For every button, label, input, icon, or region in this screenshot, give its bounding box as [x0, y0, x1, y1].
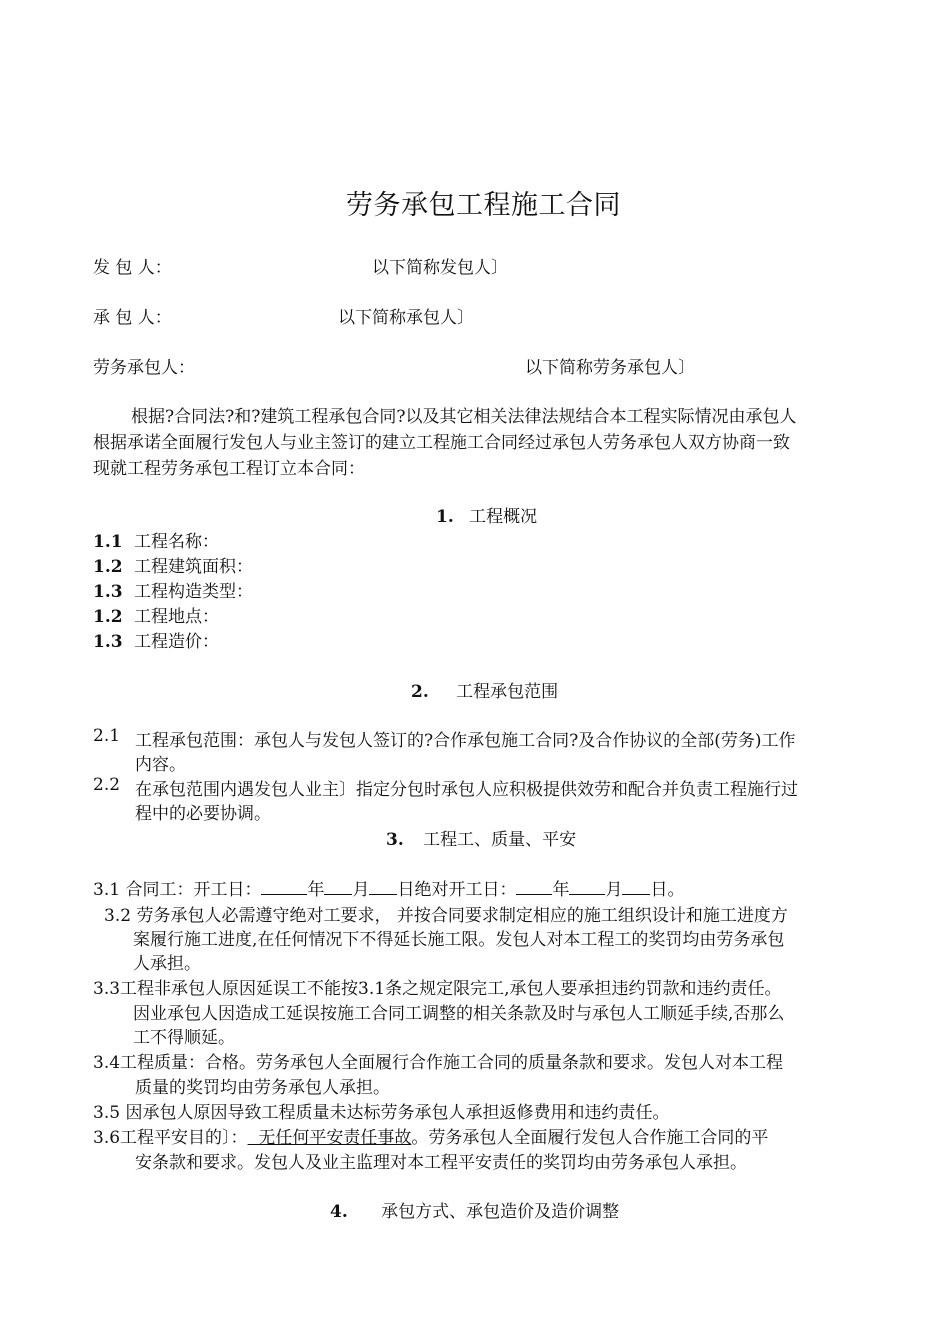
employer-label: 发 包 人：: [93, 258, 172, 278]
section-4-heading: [330, 1197, 619, 1222]
item-number: 1.3: [93, 632, 123, 652]
section-4-number: 4.: [330, 1202, 348, 1222]
section-1-title: 工程概况: [469, 507, 538, 527]
labor-contractor-note: 以下简称劳务承包人〕: [525, 358, 695, 378]
item-number: 1.3: [93, 582, 123, 602]
item-2-2-line-2: 程中的必要协调。: [135, 804, 271, 824]
end-year-blank[interactable]: [516, 878, 552, 895]
item-text: 工程名称：: [133, 532, 219, 552]
labor-contractor-label: 劳务承包人：: [93, 358, 195, 378]
section-1-item: [93, 577, 253, 602]
section-1-item: [93, 602, 219, 627]
item-3-3-line-2: 因业承包人因造成工延误按施工合同工调整的相关条款及时与承包人工顺延手续,否那么: [133, 1004, 785, 1024]
item-3-2-line-3: 人承担。: [133, 954, 201, 974]
year-label: 年: [307, 880, 325, 900]
item-3-5-line-1: 3.5 因承包人原因导致工程质量未达标劳务承包人承担返修费用和违约责任。: [93, 1103, 670, 1123]
employer-note: 以下简称发包人〕: [372, 258, 508, 278]
item-number: 1.2: [93, 557, 123, 577]
item-2-2-number: 2.2: [93, 775, 121, 795]
item-2-2-line-1: 在承包范围内遇发包人业主〕指定分包时承包人应积极提供效劳和配合并负责工程施行过: [135, 780, 798, 800]
preamble-line-2: 根据承诺全面履行发包人与业主签订的建立工程施工合同经过承包人劳务承包人双方协商一致: [93, 433, 790, 453]
item-3-1: [93, 875, 684, 900]
item-3-6-line-2: 安条款和要求。发包人及业主监理对本工程平安责任的奖罚均由劳务承包人承担。: [135, 1153, 747, 1173]
month-label: 月: [352, 880, 370, 900]
item-text: 工程地点：: [133, 607, 219, 627]
start-year-blank[interactable]: [261, 878, 307, 895]
preamble-line-3: 现就工程劳务承包工程订立本合同：: [93, 459, 365, 479]
start-month-blank[interactable]: [324, 878, 352, 895]
item-number: 1.2: [93, 607, 123, 627]
section-2-heading: [411, 677, 558, 702]
end-day-blank[interactable]: [622, 878, 650, 895]
section-3-number: 3.: [386, 830, 404, 850]
contractor-note: 以下简称承包人〕: [338, 308, 474, 328]
section-4-title: 承包方式、承包造价及造价调整: [381, 1202, 620, 1222]
item-3-1-prefix: 3.1 合同工：开工日：: [93, 880, 262, 900]
item-3-3-line-3: 工不得顺延。: [133, 1028, 235, 1048]
section-2-number: 2.: [411, 682, 429, 702]
item-3-2-line-2: 案履行施工进度,在任何情况下不得延长施工限。发包人对本工程工的奖罚均由劳务承包: [133, 930, 785, 950]
document-title: 劳务承包工程施工合同: [346, 190, 621, 221]
section-1-heading: [436, 502, 537, 527]
item-3-3-line-1: 3.3工程非承包人原因延误工不能按3.1条之规定限完工,承包人要承担违约罚款和违约责任。: [93, 979, 782, 999]
section-3-title: 工程工、质量、平安: [423, 830, 577, 850]
section-1-item: [93, 552, 253, 577]
item-3-4-line-2: 质量的奖罚均由劳务承包人承担。: [135, 1078, 390, 1098]
contractor-label: 承 包 人：: [93, 308, 172, 328]
safety-goal-value: 无任何平安责任事故: [247, 1128, 412, 1148]
item-3-6-rest: 。劳务承包人全面履行发包人合作施工合同的平: [411, 1128, 769, 1148]
end-month-blank[interactable]: [569, 878, 605, 895]
item-3-6-line-1: [93, 1123, 768, 1148]
item-3-2-line-1: 3.2 劳务承包人必需遵守绝对工要求， 并按合同要求制定相应的施工组织设计和施工进度方: [104, 906, 788, 926]
section-3-heading: [386, 825, 576, 850]
section-1-item: [93, 527, 219, 552]
section-1-number: 1.: [436, 507, 454, 527]
year-label-2: 年: [552, 880, 570, 900]
section-1-item: [93, 627, 219, 652]
item-text: 工程建筑面积：: [133, 557, 253, 577]
item-3-4-line-1: 3.4工程质量：合格。劳务承包人全面履行合作施工合同的质量条款和要求。发包人对本工程: [93, 1053, 784, 1073]
item-number: 1.1: [93, 532, 123, 552]
start-day-blank[interactable]: [369, 878, 397, 895]
item-2-1-number: 2.1: [93, 726, 121, 746]
item-3-1-mid: 日绝对开工日：: [397, 880, 517, 900]
section-2-title: 工程承包范围: [456, 682, 559, 702]
item-3-1-end: 日。: [650, 880, 685, 900]
preamble-line-1: 根据?合同法?和?建筑工程承包合同?以及其它相关法律法规结合本工程实际情况由承包人: [131, 407, 797, 427]
item-text: 工程造价：: [133, 632, 219, 652]
item-3-6-prefix: 3.6工程平安目的〕：: [93, 1128, 248, 1148]
month-label-2: 月: [605, 880, 623, 900]
item-2-1-line-2: 内容。: [135, 755, 186, 775]
item-2-1-line-1: 工程承包范围：承包人与发包人签订的?合作承包施工合同?及合作协议的全部(劳务)工作: [135, 731, 796, 751]
item-text: 工程构造类型：: [133, 582, 253, 602]
